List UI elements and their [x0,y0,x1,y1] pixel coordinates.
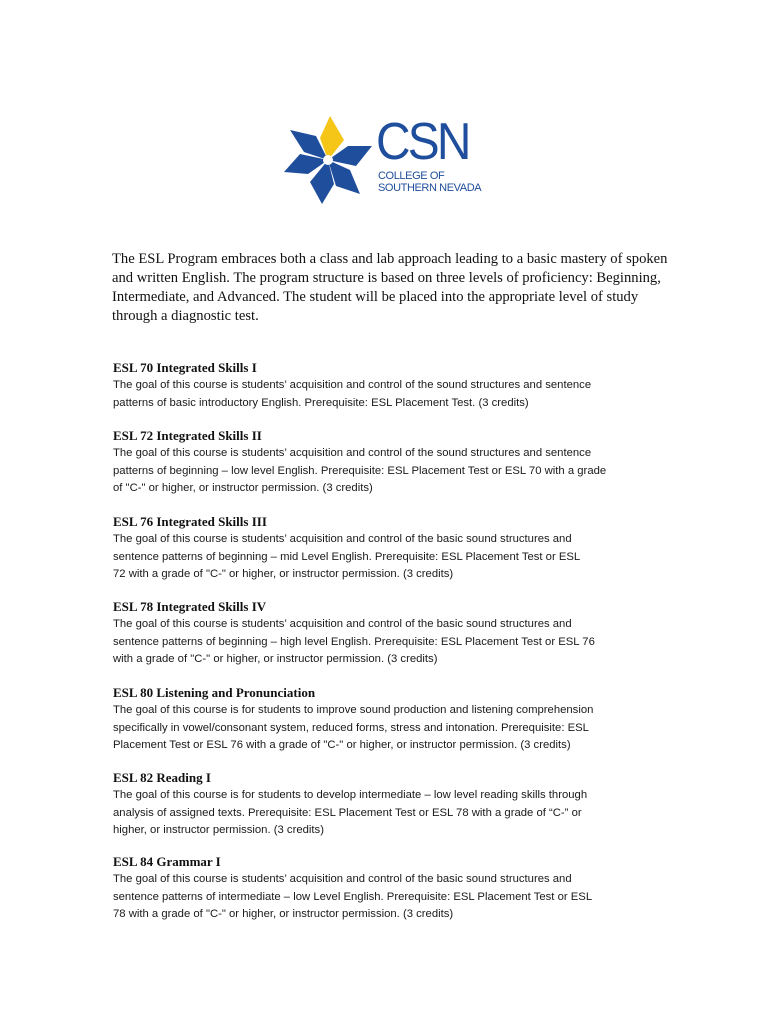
course-description: The goal of this course is students’ acquisition and control of the basic sound structures and sentence patterns of intermediate – low Level English. Prerequisite: ESL Placement Test or ESL 78 with a grade of "C-" or higher, or instructor permission. (3 credits) [113,873,593,920]
course-title: ESL 80 Listening and Pronunciation [113,685,316,700]
course-description: The goal of this course is for students to develop intermediate – low level reading skills through analysis of assigned texts. Prerequisite: ESL Placement Test or ESL 78 with a grade of “C-” or higher, or instructor permission. (3 credits) [113,789,588,836]
course-esl-76 [113,513,673,584]
course-title: ESL 78 Integrated Skills IV [113,599,267,614]
course-esl-72 [113,427,673,498]
course-description: The goal of this course is for students to improve sound production and listening comprehension specifically in vowel/consonant system, reduced forms, stress and intonation. Prerequisite: ESL Placement Test or ESL 76 with a grade of "C-" or higher, or instructor permission. (3 credits) [113,704,594,751]
star-logo-icon [278,112,378,208]
course-description: The goal of this course is students’ acquisition and control of the basic sound structures and sentence patterns of beginning – mid Level English. Prerequisite: ESL Placement Test or ESL 72 with a grade of "C-" or higher, or instructor permission. (3 credits) [113,533,581,580]
course-esl-70 [113,359,673,412]
course-esl-80 [113,684,673,755]
course-title: ESL 72 Integrated Skills II [113,428,262,443]
logo-southern-nevada: SOUTHERN NEVADA [378,182,482,194]
logo-csn-text: CSN [376,113,469,171]
course-description: The goal of this course is students’ acquisition and control of the sound structures and sentence patterns of basic introductory English. Prerequisite: ESL Placement Test. (3 credits) [113,379,592,409]
course-esl-82 [113,769,673,840]
course-description: The goal of this course is students’ acquisition and control of the sound structures and sentence patterns of beginning – low level English. Prerequisite: ESL Placement Test or ESL 70 with a grade of "C-" or higher, or instructor permission. (3 credits) [113,447,607,494]
intro-paragraph: The ESL Program embraces both a class and lab approach leading to a basic mastery of spoken and written English. The program structure is based on three levels of proficiency: Beginning, Intermediate, and Advanced. The student will be placed into the appropriate level of study through a diagnostic test. [112,251,668,324]
csn-logo [278,112,488,208]
course-title: ESL 84 Grammar I [113,854,221,869]
course-esl-84 [113,853,673,924]
logo-college-of: COLLEGE OF [378,170,445,182]
course-esl-78 [113,598,673,669]
course-title: ESL 82 Reading I [113,770,211,785]
course-title: ESL 76 Integrated Skills III [113,514,267,529]
course-title: ESL 70 Integrated Skills I [113,360,257,375]
logo-wordmark [376,113,488,194]
course-description: The goal of this course is students’ acquisition and control of the basic sound structures and sentence patterns of beginning – high level English. Prerequisite: ESL Placement Test or ESL 76 with a grade of "C-" or higher, or instructor permission. (3 credits) [113,618,595,665]
